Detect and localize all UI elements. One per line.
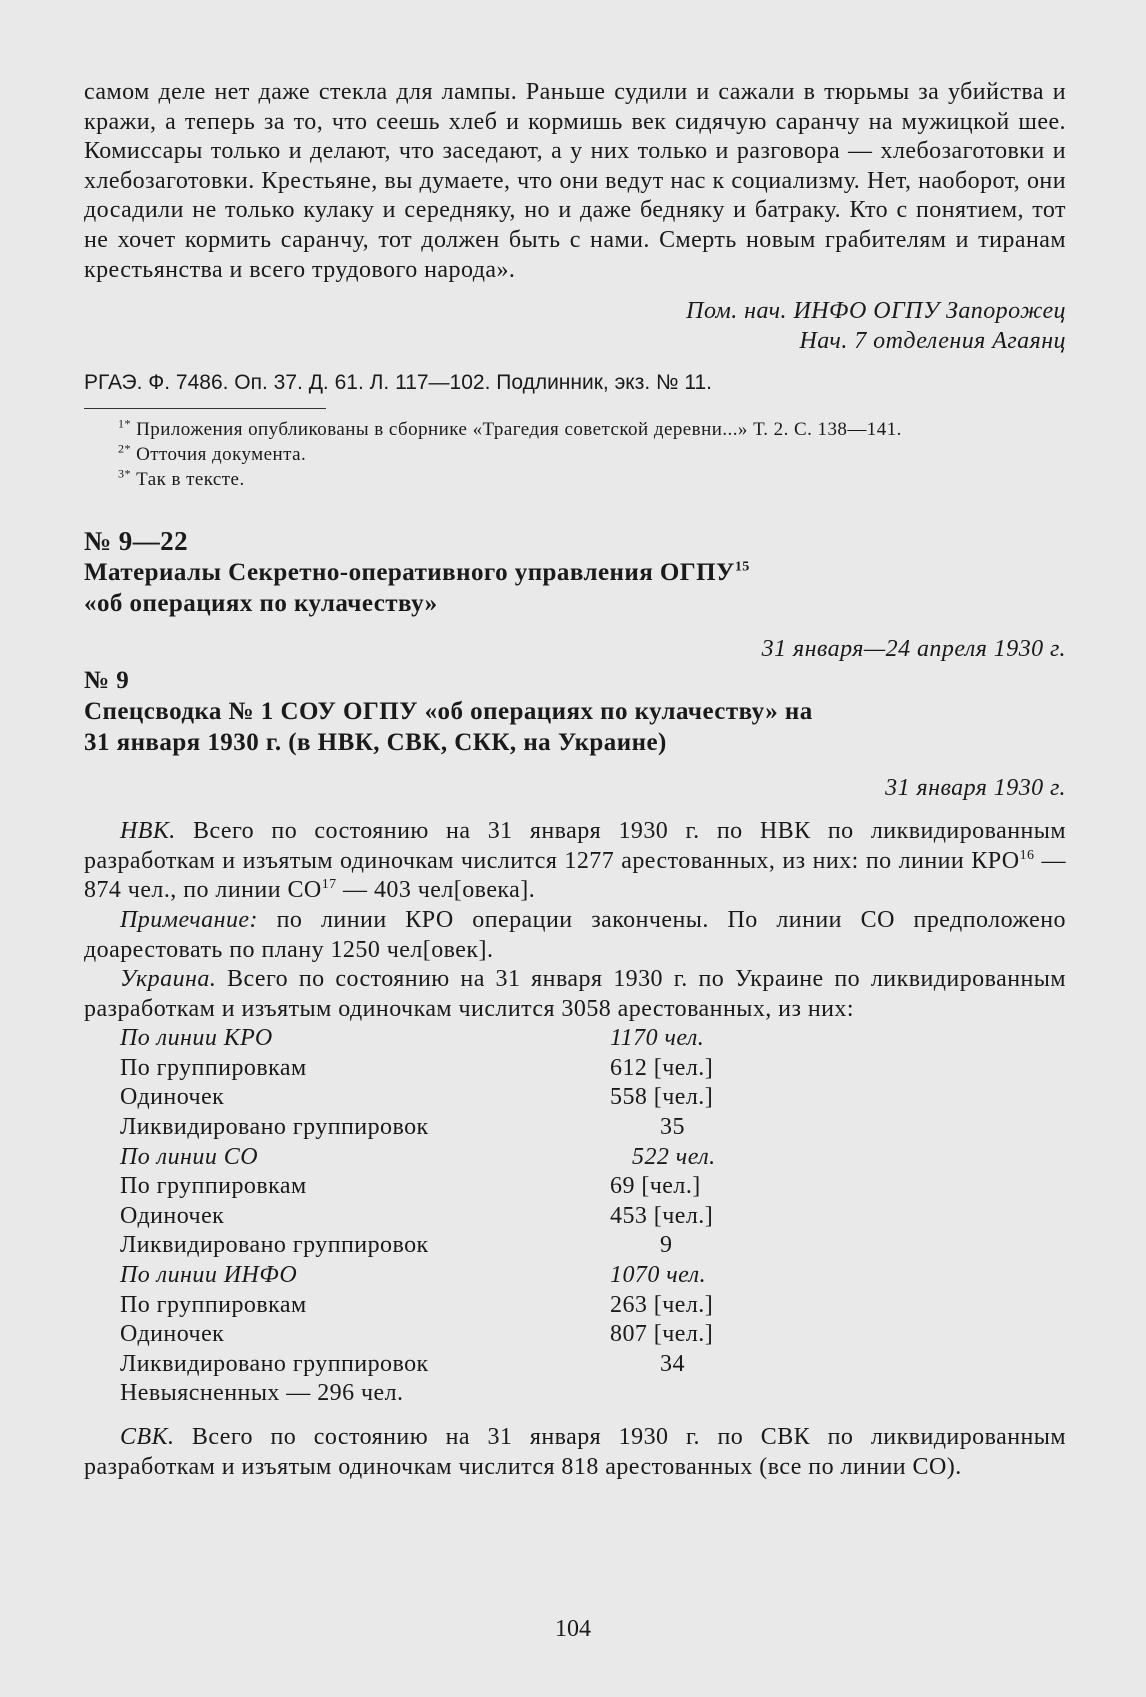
table-row [120, 1291, 716, 1321]
footnote-text: Отточия документа. [136, 443, 307, 465]
row-label: Одиночек [120, 1202, 225, 1229]
note-paragraph [84, 906, 1066, 965]
document-date: 31 января 1930 г. [885, 774, 1066, 801]
table-row [120, 1320, 716, 1350]
footnote-ref: 17 [321, 877, 337, 893]
note-label: Примечание: [120, 906, 258, 933]
row-label: Ликвидировано группировок [120, 1114, 429, 1141]
footnote-1 [84, 417, 1066, 442]
table-row [120, 1231, 716, 1261]
text: — 403 чел[овека]. [336, 877, 536, 904]
text: — 874 чел., по линии СО [84, 847, 1066, 904]
row-label: По линии СО [120, 1143, 258, 1170]
section-number: № 9—22 [84, 525, 189, 556]
table-row [120, 1172, 716, 1202]
archive-reference: РГАЭ. Ф. 7486. Оп. 37. Д. 61. Л. 117—102. Подлинник, экз. № 11. [84, 371, 713, 395]
row-value: 558 [чел.] [610, 1084, 714, 1111]
row-value: 1070 чел. [610, 1262, 707, 1289]
ukraine-label: Украина. [120, 966, 217, 993]
row-label: Одиночек [120, 1321, 225, 1348]
ukraine-table [120, 1024, 716, 1379]
table-row [120, 1350, 716, 1380]
section-date-range: 31 января—24 апреля 1930 г. [761, 635, 1066, 662]
row-value: 69 [чел.] [610, 1173, 701, 1200]
row-label: Одиночек [120, 1084, 225, 1111]
table-row [120, 1083, 716, 1113]
footnote-text: Приложения опубликованы в сборнике «Трагедия советской деревни...» Т. 2. С. 138—141. [136, 418, 902, 440]
footnote-divider [84, 408, 326, 409]
table-row [120, 1113, 716, 1143]
text: Всего по состоянию на 31 января 1930 г. по СВК по ликвидированным разработкам и изъятым одиночкам числится 818 арестованных (все по линии СО). [84, 1424, 1066, 1480]
table-row [120, 1202, 716, 1232]
text: Всего по состоянию на 31 января 1930 г. по Украине по ликвидированным разработкам и изъятым одиночкам числится 3058 арестованных, из них: [84, 966, 1066, 1022]
row-label: По линии КРО [120, 1025, 273, 1052]
footnote-mark: 2* [118, 441, 131, 456]
svk-label: СВК. [120, 1424, 175, 1450]
row-label: Ликвидировано группировок [120, 1350, 429, 1377]
row-label: По группировкам [120, 1054, 307, 1081]
nvk-paragraph [84, 817, 1066, 906]
footnote-ref: 15 [734, 559, 750, 575]
unresolved-line: Невыясненных — 296 чел. [120, 1380, 404, 1407]
row-label: По линии ИНФО [120, 1262, 298, 1289]
table-row [120, 1261, 716, 1291]
footnotes [84, 417, 1066, 492]
intro-paragraph: самом деле нет даже стекла для лампы. Раньше судили и сажали в тюрьмы за убийства и кражи, а теперь за то, что сеешь хлеб и кормишь век сидячую саранчу на мужицкой шее. Комиссары только и делают, что заседают, а у них только и разговора — хлебозаготовки и хлебозаготовки. Крестьяне, вы думаете, что они ведут нас к социализму. Нет, наоборот, они досадили не только кулаку и середняку, но и даже бедняку и батраку. Кто с понятием, тот не хочет кормить саранчу, тот должен быть с нами. Смерть новым грабителям и тиранам крестьянства и всего трудового народа». [84, 79, 1066, 283]
page-number: 104 [555, 1616, 591, 1642]
table-row [120, 1143, 716, 1173]
table-row [120, 1024, 716, 1054]
section-title-2: «об операциях по кулачеству» [84, 589, 438, 617]
footnote-3 [84, 467, 1066, 492]
table-row [120, 1054, 716, 1084]
document-number: № 9 [84, 666, 130, 694]
row-value: 807 [чел.] [610, 1321, 714, 1348]
row-value: 34 [660, 1350, 685, 1377]
row-label: Ликвидировано группировок [120, 1232, 429, 1259]
row-value: 1170 чел. [610, 1025, 705, 1052]
row-label: По группировкам [120, 1173, 307, 1200]
signature-2: Нач. 7 отделения Агаянц [799, 327, 1066, 354]
document-title: Спецсводка № 1 СОУ ОГПУ «об операциях по кулачеству» на 31 января 1930 г. (в НВК, СВК, СКК, на Украине) [84, 697, 813, 756]
document-page [84, 78, 1066, 1482]
signature-1: Пом. нач. ИНФО ОГПУ Запорожец [686, 298, 1066, 325]
footnote-text: Так в тексте. [136, 468, 245, 490]
footnote-ref: 16 [1019, 847, 1035, 863]
ukraine-paragraph [84, 965, 1066, 1024]
footnote-2 [84, 442, 1066, 467]
row-value: 522 чел. [632, 1143, 716, 1170]
text: по линии КРО операции закончены. По линии СО предположено доарестовать по плану 1250 чел[овек]. [84, 906, 1066, 963]
svk-paragraph [84, 1423, 1066, 1482]
section-title [84, 557, 1066, 588]
footnote-mark: 1* [118, 416, 131, 431]
row-value: 453 [чел.] [610, 1202, 714, 1229]
text: Всего по состоянию на 31 января 1930 г. по НВК по ликвидированным разработкам и изъятым одиночкам числится 1277 арестованных, из них: по линии КРО [84, 818, 1066, 874]
row-value: 9 [660, 1232, 673, 1259]
row-value: 263 [чел.] [610, 1291, 714, 1318]
nvk-label: НВК. [120, 818, 176, 845]
footnote-mark: 3* [118, 466, 131, 481]
row-value: 612 [чел.] [610, 1054, 714, 1081]
section-title-text: Материалы Секретно-оперативного управления ОГПУ [84, 558, 735, 586]
row-label: По группировкам [120, 1291, 307, 1318]
row-value: 35 [660, 1114, 685, 1141]
